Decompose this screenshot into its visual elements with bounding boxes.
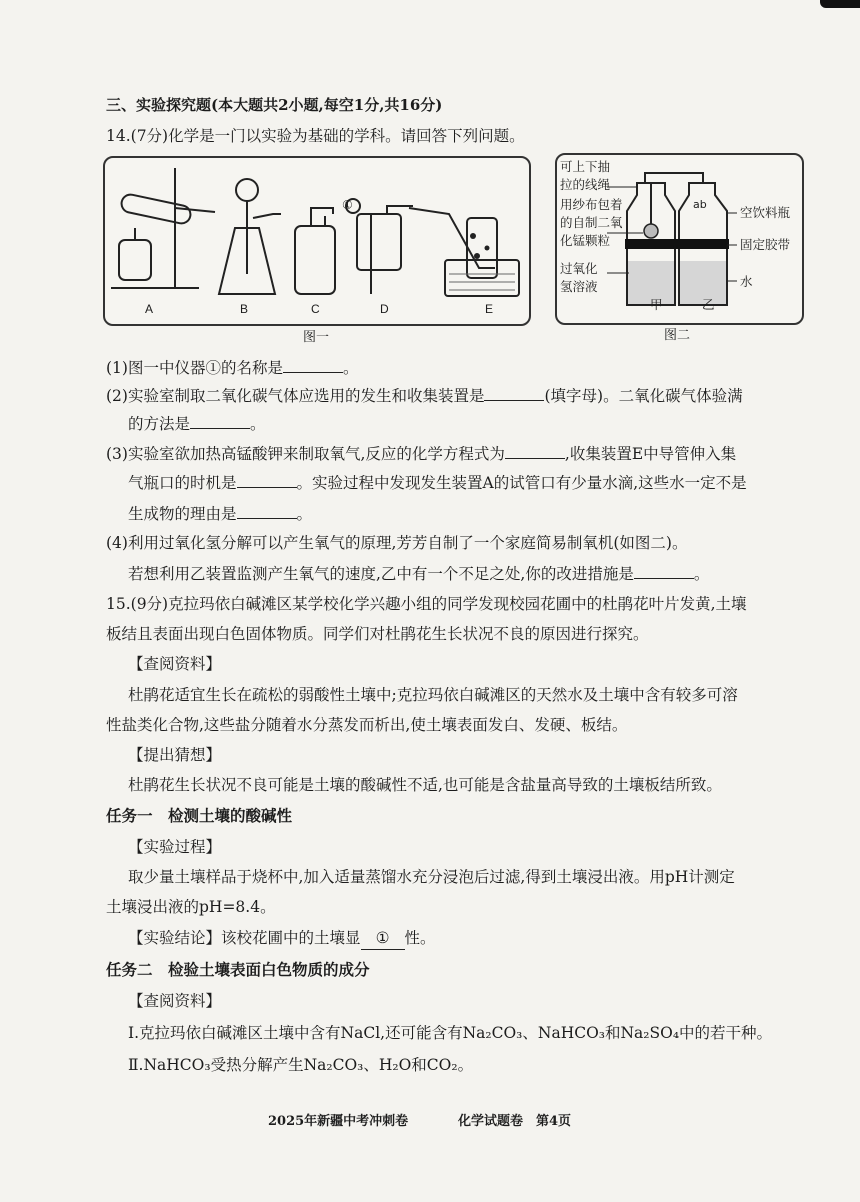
q15-conclusion xyxy=(128,927,436,950)
figure-1-label-c: C xyxy=(311,302,320,316)
footer-page-number: 化学试题卷 第4页 xyxy=(458,1114,572,1129)
figure-2-note-left-6: 过氧化 xyxy=(560,261,598,276)
q14-part-2-cont xyxy=(128,412,266,435)
figure-2-caption: 图二 xyxy=(664,328,691,343)
answer-blank[interactable] xyxy=(634,562,694,579)
q14-part-4-text-b: 若想利用乙装置监测产生氧气的速度,乙中有一个不足之处,你的改进措施是 xyxy=(128,565,634,583)
q14-part-3-text-c: 气瓶口的时机是 xyxy=(128,474,237,492)
figure-2-note-right-2: 固定胶带 xyxy=(740,237,791,252)
q14-part-1-text: (1)图一中仪器①的名称是 xyxy=(106,359,283,377)
figure-2-note-left-1: 可上下抽 xyxy=(560,159,611,174)
figure-2-tube-labels: ab xyxy=(693,198,707,211)
figure-1-apparatus xyxy=(103,156,527,322)
answer-blank[interactable] xyxy=(505,442,565,459)
q15-conclusion-end: 性。 xyxy=(404,929,436,947)
q14-part-3 xyxy=(106,442,736,465)
q14-part-2 xyxy=(106,384,743,407)
q14-part-4-end: 。 xyxy=(693,565,710,583)
figure-1-caption: 图一 xyxy=(303,330,330,345)
figure-2-note-left-3: 用纱布包着 xyxy=(560,197,623,212)
q14-part-4-cont xyxy=(128,562,709,585)
q14-part-3-text-d: 。实验过程中发现发生装置A的试管口有少量水滴,这些水一定不是 xyxy=(296,474,747,492)
q15-process-heading: 【实验过程】 xyxy=(128,838,222,856)
answer-blank[interactable] xyxy=(237,502,297,519)
q14-part-3-end: 。 xyxy=(296,505,313,523)
figure-2-note-right-3: 水 xyxy=(740,274,753,289)
answer-blank[interactable] xyxy=(237,471,297,488)
figure-1-label-e: E xyxy=(485,302,494,316)
conclusion-blank[interactable]: ① xyxy=(361,927,405,950)
figure-2-note-left-7: 氢溶液 xyxy=(560,279,598,294)
q14-part-2-end: 。 xyxy=(250,415,266,433)
figure-1-marker: ① xyxy=(342,198,353,212)
figure-2-note-left-4: 的自制二氧 xyxy=(560,215,623,230)
q15-guess-heading: 【提出猜想】 xyxy=(128,746,222,764)
q14-part-4: (4)利用过氧化氢分解可以产生氧气的原理,芳芳自制了一个家庭简易制氧机(如图二)。 xyxy=(106,534,688,552)
q15-process-a: 取少量土壤样品于烧杯中,加入适量蒸馏水充分浸泡后过滤,得到土壤浸出液。用pH计测定 xyxy=(128,868,735,886)
q15-item-2: Ⅱ.NaHCO₃受热分解产生Na₂CO₃、H₂O和CO₂。 xyxy=(128,1056,474,1074)
q14-intro: 14.(7分)化学是一门以实验为基础的学科。请回答下列问题。 xyxy=(106,127,525,145)
figure-2-note-right-1: 空饮料瓶 xyxy=(740,205,791,220)
q14-part-1 xyxy=(106,356,358,379)
q15-lookup-b: 性盐类化合物,这些盐分随着水分蒸发而析出,使土壤表面发白、发硬、板结。 xyxy=(106,716,628,734)
corner-mark xyxy=(820,0,860,8)
figure-2-label-yi: 乙 xyxy=(702,297,715,312)
q15-intro-a: 15.(9分)克拉玛依白碱滩区某学校化学兴趣小组的同学发现校园花圃中的杜鹃花叶片发黄,土壤 xyxy=(106,595,747,613)
figure-2-note-left-2: 拉的线绳 xyxy=(560,177,611,192)
answer-blank[interactable] xyxy=(484,384,544,401)
q15-conclusion-text: 【实验结论】该校花圃中的土壤显 xyxy=(128,929,361,947)
figure-1-label-d: D xyxy=(380,302,389,316)
q14-part-3-text-e: 生成物的理由是 xyxy=(128,505,237,523)
q14-part-3-cont2 xyxy=(128,502,312,525)
figure-1-label-a: A xyxy=(145,302,154,316)
figure-2-note-left-5: 化锰颗粒 xyxy=(560,233,611,248)
q14-part-3-text-b: ,收集装置E中导管伸入集 xyxy=(564,445,737,463)
q15-process-b: 土壤浸出液的pH=8.4。 xyxy=(106,898,276,916)
q14-part-2-text-a: (2)实验室制取二氧化碳气体应选用的发生和收集装置是 xyxy=(106,387,485,405)
q14-part-3-cont xyxy=(128,471,747,494)
q15-intro-b: 板结且表面出现白色固体物质。同学们对杜鹃花生长状况不良的原因进行探究。 xyxy=(106,625,649,643)
q14-part-2-text-b: (填字母)。二氧化碳气体验满 xyxy=(544,387,743,405)
q14-part-3-text-a: (3)实验室欲加热高锰酸钾来制取氧气,反应的化学方程式为 xyxy=(106,445,505,463)
q15-task-1: 任务一 检测土壤的酸碱性 xyxy=(106,806,293,825)
q15-lookup2-heading: 【查阅资料】 xyxy=(128,992,222,1010)
figure-2-label-jia: 甲 xyxy=(650,297,663,312)
q15-guess: 杜鹃花生长状况不良可能是土壤的酸碱性不适,也可能是含盐量高导致的土壤板结所致。 xyxy=(128,776,722,794)
q14-part-1-end: 。 xyxy=(342,359,359,377)
section-heading: 三、实验探究题(本大题共2小题,每空1分,共16分) xyxy=(106,96,443,114)
q15-item-1: Ⅰ.克拉玛依白碱滩区土壤中含有NaCl,还可能含有Na₂CO₃、NaHCO₃和Na₂SO₄中的若干种。 xyxy=(128,1024,773,1042)
footer-exam-name: 2025年新疆中考冲刺卷 xyxy=(268,1114,409,1129)
answer-blank[interactable] xyxy=(190,412,250,429)
q15-task-2: 任务二 检验土壤表面白色物质的成分 xyxy=(106,960,370,979)
answer-blank[interactable] xyxy=(283,356,343,373)
q14-part-2-text-c: 的方法是 xyxy=(128,415,191,433)
q15-lookup-a: 杜鹃花适宜生长在疏松的弱酸性土壤中;克拉玛依白碱滩区的天然水及土壤中含有较多可溶 xyxy=(128,686,738,704)
q15-lookup-heading: 【查阅资料】 xyxy=(128,655,222,673)
figure-1-label-b: B xyxy=(240,302,249,316)
